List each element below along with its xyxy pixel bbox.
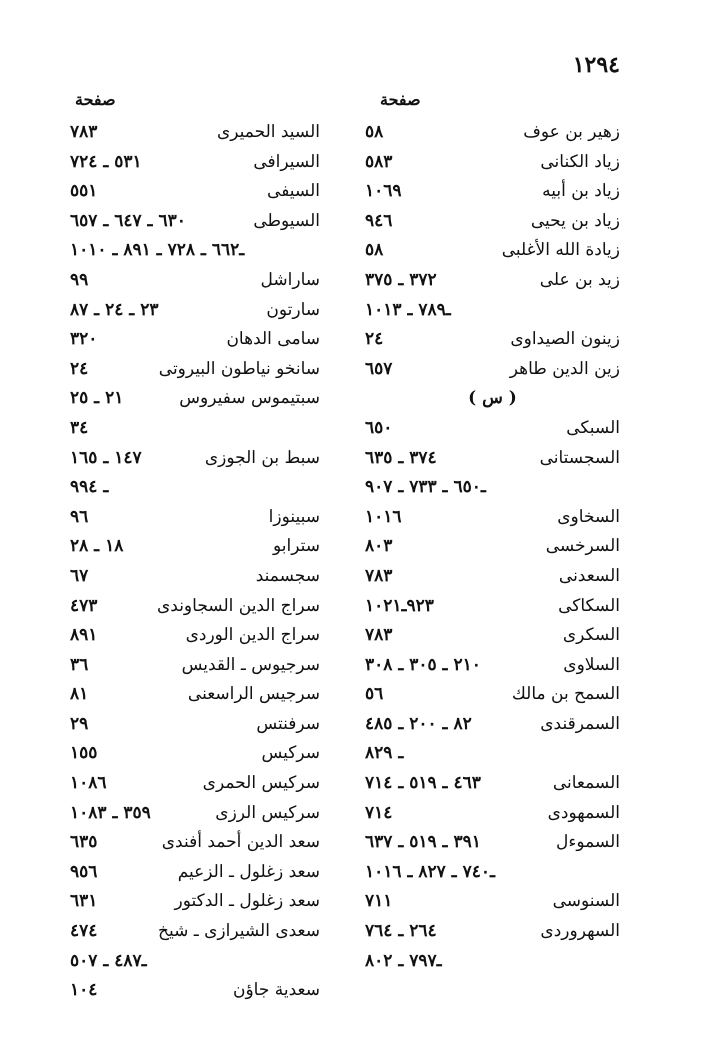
entry-pages: ٢٩ — [70, 713, 89, 734]
entry-pages: ١٠٦٩ — [365, 181, 402, 202]
entry-pages: ٢٤ — [70, 358, 89, 379]
index-entry — [365, 473, 620, 503]
index-entry — [365, 651, 620, 681]
entry-pages: ٤٧٤ — [70, 921, 98, 942]
index-entry — [70, 651, 320, 681]
entry-pages: ٢١ ـ ٢٥ — [70, 388, 124, 409]
index-entry — [365, 355, 620, 385]
index-entry — [365, 858, 620, 888]
section-header-row — [365, 384, 620, 414]
index-entry — [70, 739, 320, 769]
entry-name: سراج الدين السجاوندى — [156, 595, 320, 616]
index-entry — [70, 710, 320, 740]
entry-pages: ـ٧٤٠ ـ ٨٢٧ ـ ١٠١٦ — [365, 861, 495, 882]
entry-pages: ٤٦٣ ـ ٥١٩ ـ ٧١٤ — [365, 773, 481, 794]
entry-name: سترابو — [273, 536, 320, 557]
index-entry — [70, 296, 320, 326]
index-entry — [70, 384, 320, 414]
entry-pages: ٦٥٠ — [365, 417, 393, 438]
entry-name: السجستانى — [539, 447, 620, 468]
entry-pages: ٦٣١ — [70, 891, 98, 912]
index-entry — [365, 739, 620, 769]
index-entry — [365, 236, 620, 266]
index-entry — [70, 414, 320, 444]
entry-name: سبينوزا — [268, 506, 320, 527]
entry-pages: ـ٧٩٧ ـ ٨٠٢ — [365, 950, 442, 971]
index-entry — [70, 976, 320, 1006]
entry-name: سعدية جاؤن — [232, 980, 320, 1001]
entry-pages: ٧٨٣ — [365, 565, 393, 586]
index-rows-right — [365, 118, 620, 976]
index-entry — [365, 947, 620, 977]
index-entry — [365, 799, 620, 829]
index-entry — [70, 118, 320, 148]
entry-pages: ٩٩ — [70, 269, 89, 290]
index-entry — [365, 177, 620, 207]
entry-pages: ٥٨ — [365, 122, 384, 142]
entry-pages: ٧٨٣ — [70, 122, 98, 142]
entry-name: زياد بن أبيه — [542, 181, 620, 202]
entry-pages: ٣٢٠ — [70, 329, 98, 350]
entry-name: سامى الدهان — [226, 329, 320, 350]
index-entry — [70, 947, 320, 977]
index-entry — [365, 710, 620, 740]
entry-name: السمعانى — [552, 773, 620, 794]
index-entry — [70, 355, 320, 385]
entry-pages: ٦٣٥ — [70, 832, 98, 853]
entry-pages: ١٨ ـ ٢٨ — [70, 536, 124, 557]
entry-pages: ٣٩١ ـ ٥١٩ ـ ٦٣٧ — [365, 832, 481, 853]
entry-pages: ٨٠٣ — [365, 536, 393, 557]
entry-name: السموءل — [555, 832, 620, 853]
entry-pages: ٦٧ — [70, 565, 89, 586]
entry-pages: ٨٢ ـ ٢٠٠ ـ ٤٨٥ — [365, 713, 472, 734]
entry-name: السمهودى — [547, 802, 620, 823]
entry-pages: ٩٤٦ — [365, 210, 393, 231]
index-entry — [365, 266, 620, 296]
index-entry — [70, 325, 320, 355]
index-entry — [365, 680, 620, 710]
entry-pages: ١٤٧ ـ ١٦٥ — [70, 447, 142, 468]
entry-name: سعدى الشيرازى ـ شيخ — [157, 921, 320, 942]
index-entry — [70, 473, 320, 503]
entry-pages: ٧١١ — [365, 891, 393, 912]
index-entry — [365, 503, 620, 533]
entry-pages: ٧٨٣ — [365, 625, 393, 646]
entry-name: سجسمند — [255, 565, 320, 586]
entry-pages: ١٠٤ — [70, 980, 98, 1001]
entry-name: سركيس — [261, 743, 320, 764]
entry-name: سركيس الحمرى — [202, 773, 320, 794]
index-entry — [70, 503, 320, 533]
entry-pages: ٩٦ — [70, 506, 89, 527]
index-entry — [365, 296, 620, 326]
index-entry — [365, 887, 620, 917]
entry-pages: ١٠١٦ — [365, 506, 402, 527]
index-entry — [70, 621, 320, 651]
entry-name: السهروردى — [540, 921, 620, 942]
entry-pages: ٣٤ — [70, 417, 89, 438]
entry-pages: ـ٤٨٧ ـ ٥٠٧ — [70, 950, 147, 971]
entry-name: سبتيموس سفيروس — [179, 388, 320, 409]
index-entry — [70, 769, 320, 799]
entry-pages: ٣٥٩ ـ ١٠٨٣ — [70, 802, 151, 823]
index-entry — [365, 148, 620, 178]
index-entry — [70, 532, 320, 562]
entry-name: السخاوى — [557, 506, 620, 527]
entry-name: زينون الصيداوى — [510, 329, 620, 350]
index-entry — [70, 236, 320, 266]
index-entry — [70, 562, 320, 592]
entry-pages: ٥٥١ — [70, 181, 98, 202]
entry-name: السبكى — [566, 417, 620, 438]
entry-name: السيفى — [267, 181, 320, 202]
page-column-heading: صفحة — [380, 90, 421, 109]
index-entry — [70, 266, 320, 296]
entry-name: السرخسى — [545, 536, 620, 557]
entry-pages: ٢٦٤ ـ ٧٦٤ — [365, 921, 437, 942]
index-entry — [70, 148, 320, 178]
entry-name: السلاوى — [563, 654, 620, 675]
entry-pages: ٥٦ — [365, 684, 384, 705]
index-entry — [365, 828, 620, 858]
entry-pages: ٢٣ ـ ٢٤ ـ ٨٧ — [70, 299, 159, 320]
entry-pages: ـ٦٥٠ ـ ٧٣٣ ـ ٩٠٧ — [365, 477, 486, 498]
index-entry — [365, 207, 620, 237]
entry-pages: ـ٦٦٢ ـ ٧٢٨ ـ ٨٩١ ـ ١٠١٠ — [70, 240, 245, 261]
entry-name: سرجيس الراسعنى — [187, 684, 320, 705]
index-entry — [70, 207, 320, 237]
entry-pages: ٤٧٣ — [70, 595, 98, 616]
entry-name: السيرافى — [253, 151, 320, 172]
entry-name: سبط بن الجوزى — [204, 447, 320, 468]
index-entry — [365, 118, 620, 148]
entry-name: السكرى — [562, 625, 620, 646]
entry-name: السيوطى — [253, 210, 320, 231]
entry-name: سارتون — [266, 299, 320, 320]
entry-pages: ٣٧٢ ـ ٣٧٥ — [365, 269, 437, 290]
index-entry — [365, 325, 620, 355]
index-entry — [70, 887, 320, 917]
entry-pages: ٩٥٦ — [70, 861, 98, 882]
entry-name: ساراشل — [260, 269, 320, 290]
entry-name: السكاكى — [558, 595, 620, 616]
entry-name: سعد الدين أحمد أفندى — [161, 832, 320, 853]
entry-name: سراج الدين الوردى — [185, 625, 320, 646]
entry-name: السنوسى — [552, 891, 620, 912]
entry-pages: ٨٩١ — [70, 625, 98, 646]
index-entry — [70, 177, 320, 207]
entry-pages: ٦٥٧ — [365, 358, 393, 379]
entry-pages: ٣٧٤ ـ ٦٣٥ — [365, 447, 437, 468]
entry-name: زياد بن يحيى — [530, 210, 620, 231]
index-entry — [70, 799, 320, 829]
entry-pages: ٢١٠ ـ ٣٠٥ ـ ٣٠٨ — [365, 654, 481, 675]
index-entry — [365, 414, 620, 444]
index-entry — [70, 592, 320, 622]
index-entry — [365, 592, 620, 622]
entry-pages: ٥٨٣ — [365, 151, 393, 172]
index-entry — [365, 769, 620, 799]
index-entry — [365, 917, 620, 947]
entry-pages: ٩٢٣ـ١٠٢١ — [365, 595, 434, 616]
entry-name: سرفنتس — [256, 713, 320, 734]
section-header: ( س ) — [468, 388, 517, 409]
index-entry — [365, 532, 620, 562]
entry-name: زين الدين طاهر — [509, 358, 620, 379]
entry-name: سعد زغلول ـ الدكتور — [174, 891, 320, 912]
entry-name: سعد زغلول ـ الزعيم — [177, 861, 320, 882]
entry-pages: ٦٣٠ ـ ٦٤٧ ـ ٦٥٧ — [70, 210, 186, 231]
entry-pages: ٥٣١ ـ ٧٢٤ — [70, 151, 142, 172]
entry-name: سركيس الرزى — [215, 802, 320, 823]
entry-pages: ٧١٤ — [365, 802, 393, 823]
entry-pages: ١٠٨٦ — [70, 773, 107, 794]
index-entry — [365, 444, 620, 474]
index-entry — [70, 917, 320, 947]
index-entry — [70, 680, 320, 710]
index-entry — [365, 562, 620, 592]
index-entry — [365, 621, 620, 651]
entry-name: السمح بن مالك — [511, 684, 620, 705]
entry-pages: ـ٧٨٩ ـ ١٠١٣ — [365, 299, 451, 320]
entry-pages: ٥٨ — [365, 240, 384, 261]
index-entry — [70, 444, 320, 474]
entry-pages: ٢٤ — [365, 329, 384, 350]
entry-name: السيد الحميرى — [216, 122, 320, 142]
page-column-heading: صفحة — [75, 90, 116, 109]
entry-name: زيد بن على — [539, 269, 620, 290]
entry-pages: ٣٦ — [70, 654, 89, 675]
entry-name: زيادة الله الأغلبى — [501, 240, 620, 261]
index-entry — [70, 858, 320, 888]
entry-pages: ـ ٩٩٤ — [70, 477, 109, 498]
index-rows-left — [70, 118, 320, 1006]
entry-name: السعدنى — [558, 565, 620, 586]
index-entry — [70, 828, 320, 858]
entry-name: زهير بن عوف — [523, 122, 620, 142]
entry-name: زياد الكنانى — [540, 151, 620, 172]
page-number: ١٢٩٤ — [572, 52, 620, 78]
entry-pages: ١٥٥ — [70, 743, 98, 764]
entry-pages: ٨١ — [70, 684, 89, 705]
entry-name: السمرقندى — [540, 713, 620, 734]
entry-name: سانخو نياطون البيروتى — [158, 358, 320, 379]
entry-name: سرجيوس ـ القديس — [181, 654, 320, 675]
entry-pages: ـ ٨٢٩ — [365, 743, 404, 764]
